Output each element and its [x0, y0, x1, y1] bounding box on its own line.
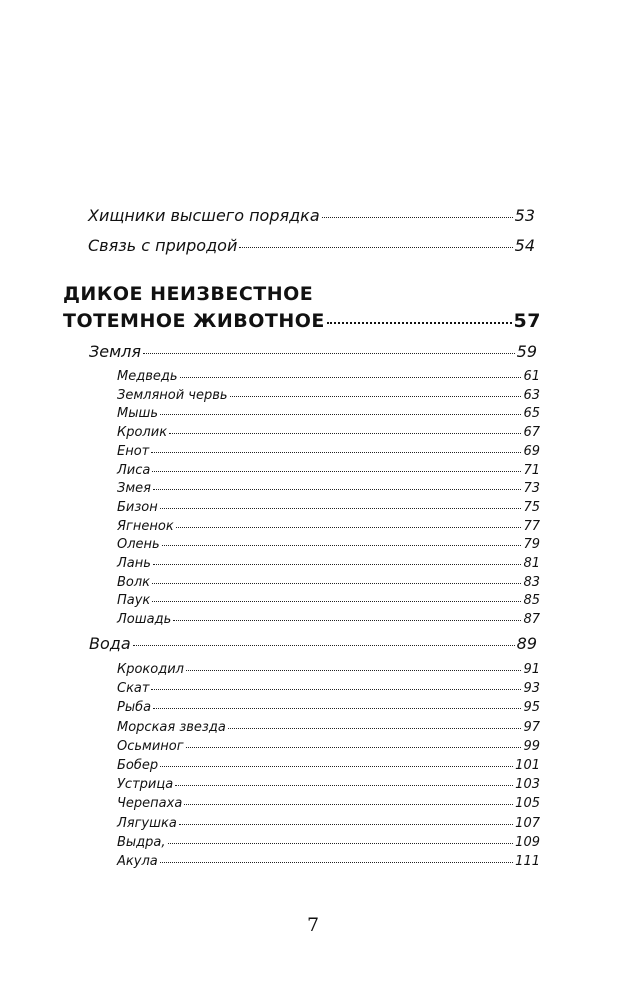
dot-leader	[153, 708, 521, 709]
toc-item-title: Бобер	[117, 758, 159, 773]
toc-item-page: 67	[523, 425, 540, 441]
dot-leader	[228, 728, 522, 729]
dot-leader	[230, 396, 522, 397]
toc-item-page: 93	[523, 681, 540, 697]
toc-item	[117, 537, 540, 552]
toc-item-title: Морская звезда	[117, 719, 226, 735]
toc-item-title: Лиса	[117, 462, 151, 478]
toc-item	[117, 681, 540, 696]
toc-item	[117, 777, 540, 792]
toc-item-page: 87	[523, 612, 540, 628]
toc-item-title: Выдра,	[117, 834, 166, 850]
toc-item-page: 75	[523, 499, 540, 515]
dot-leader	[180, 377, 522, 378]
dot-leader	[151, 689, 521, 690]
toc-item-page: 95	[523, 700, 540, 716]
toc-item-title: Лань	[117, 556, 151, 571]
toc-item	[117, 816, 540, 831]
toc-item	[117, 388, 540, 403]
dot-leader	[160, 508, 522, 509]
toc-item-page: 105	[515, 796, 540, 812]
toc-item	[117, 593, 540, 608]
toc-item	[117, 575, 540, 590]
toc-item-page: 81	[523, 556, 540, 571]
toc-item-page: 85	[523, 593, 540, 609]
dot-leader	[327, 322, 512, 324]
toc-item	[117, 444, 540, 459]
toc-item-title: Бизон	[117, 499, 158, 515]
toc-item	[117, 720, 540, 735]
toc-item-page: 61	[523, 369, 540, 384]
page-number: 7	[306, 914, 320, 936]
toc-item-page: 79	[523, 537, 540, 553]
toc-item-title: Земляной червь	[117, 387, 228, 403]
dot-leader	[153, 489, 521, 490]
toc-item	[117, 519, 540, 534]
section-subtitle: ТОТЕМНОЕ ЖИВОТНОЕ	[63, 310, 325, 332]
toc-item	[117, 369, 540, 384]
dot-leader	[143, 353, 515, 354]
toc-item-page: 91	[523, 662, 540, 677]
toc-item	[117, 481, 540, 496]
toc-item-page: 97	[523, 719, 540, 735]
category-entry-water	[89, 634, 537, 653]
dot-leader	[239, 247, 512, 248]
category-title: Вода	[89, 634, 131, 653]
toc-item	[117, 758, 540, 773]
toc-item-title: Лягушка	[117, 815, 177, 831]
toc-item-title: Скат	[117, 681, 150, 697]
dot-leader	[151, 452, 521, 453]
toc-item-page: 71	[523, 462, 540, 478]
category-title: Земля	[89, 342, 142, 361]
toc-entry-title: Хищники высшего порядка	[88, 206, 320, 225]
toc-item	[117, 556, 540, 571]
dot-leader	[184, 804, 513, 805]
toc-item	[117, 700, 540, 715]
toc-item-page: 99	[523, 738, 540, 754]
dot-leader	[186, 747, 522, 748]
toc-entry	[88, 236, 535, 255]
toc-item-page: 65	[523, 406, 540, 422]
toc-item	[117, 662, 540, 677]
toc-item	[117, 796, 540, 811]
dot-leader	[175, 785, 513, 786]
toc-item	[117, 612, 540, 627]
toc-item	[117, 835, 540, 850]
toc-item-page: 101	[515, 758, 540, 773]
toc-item-page: 73	[523, 481, 540, 497]
toc-item	[117, 854, 540, 869]
dot-leader	[133, 645, 515, 646]
toc-item-title: Змея	[117, 481, 151, 497]
toc-item-title: Кролик	[117, 425, 168, 441]
toc-item-page: 107	[515, 815, 540, 831]
toc-item	[117, 425, 540, 440]
dot-leader	[152, 471, 521, 472]
dot-leader	[160, 766, 513, 767]
toc-item	[117, 406, 540, 421]
toc-item-page: 109	[515, 834, 540, 850]
dot-leader	[168, 843, 514, 844]
toc-item-page: 111	[515, 854, 540, 869]
toc-item-title: Енот	[117, 443, 150, 459]
category-entry-earth	[89, 342, 537, 361]
toc-entry-title: Связь с природой	[88, 236, 238, 255]
section-title: ДИКОЕ НЕИЗВЕСТНОЕ	[63, 283, 314, 305]
dot-leader	[176, 527, 522, 528]
toc-item-page: 103	[515, 777, 540, 793]
toc-item-title: Мышь	[117, 406, 159, 422]
dot-leader	[169, 433, 521, 434]
toc-item-title: Акула	[117, 854, 158, 869]
toc-item-title: Лошадь	[117, 612, 172, 628]
toc-item-title: Волк	[117, 574, 151, 590]
toc-item-title: Крокодил	[117, 662, 184, 677]
dot-leader	[160, 414, 521, 415]
toc-item	[117, 500, 540, 515]
dot-leader	[153, 564, 522, 565]
toc-item	[117, 739, 540, 754]
dot-leader	[179, 824, 513, 825]
toc-item-page: 63	[523, 387, 540, 403]
toc-item-page: 77	[523, 518, 540, 534]
toc-item	[117, 463, 540, 478]
dot-leader	[322, 217, 513, 218]
dot-leader	[186, 670, 521, 671]
dot-leader	[160, 862, 513, 863]
section-entry	[63, 310, 541, 332]
toc-item-page: 69	[523, 443, 540, 459]
toc-item-title: Олень	[117, 537, 160, 553]
dot-leader	[152, 601, 521, 602]
toc-entry-page: 54	[514, 236, 535, 255]
dot-leader	[152, 583, 521, 584]
toc-entry	[88, 206, 535, 225]
toc-item-title: Медведь	[117, 369, 178, 384]
category-page: 89	[516, 634, 537, 653]
section-page: 57	[513, 310, 541, 332]
toc-entry-page: 53	[514, 206, 535, 225]
dot-leader	[173, 620, 521, 621]
toc-item-title: Паук	[117, 593, 151, 609]
toc-item-title: Черепаха	[117, 796, 183, 812]
toc-item-page: 83	[523, 574, 540, 590]
dot-leader	[162, 545, 522, 546]
toc-item-title: Ягненок	[117, 518, 174, 534]
category-page: 59	[516, 342, 537, 361]
toc-item-title: Устрица	[117, 777, 174, 793]
toc-item-title: Осьминог	[117, 738, 184, 754]
toc-item-title: Рыба	[117, 700, 152, 716]
